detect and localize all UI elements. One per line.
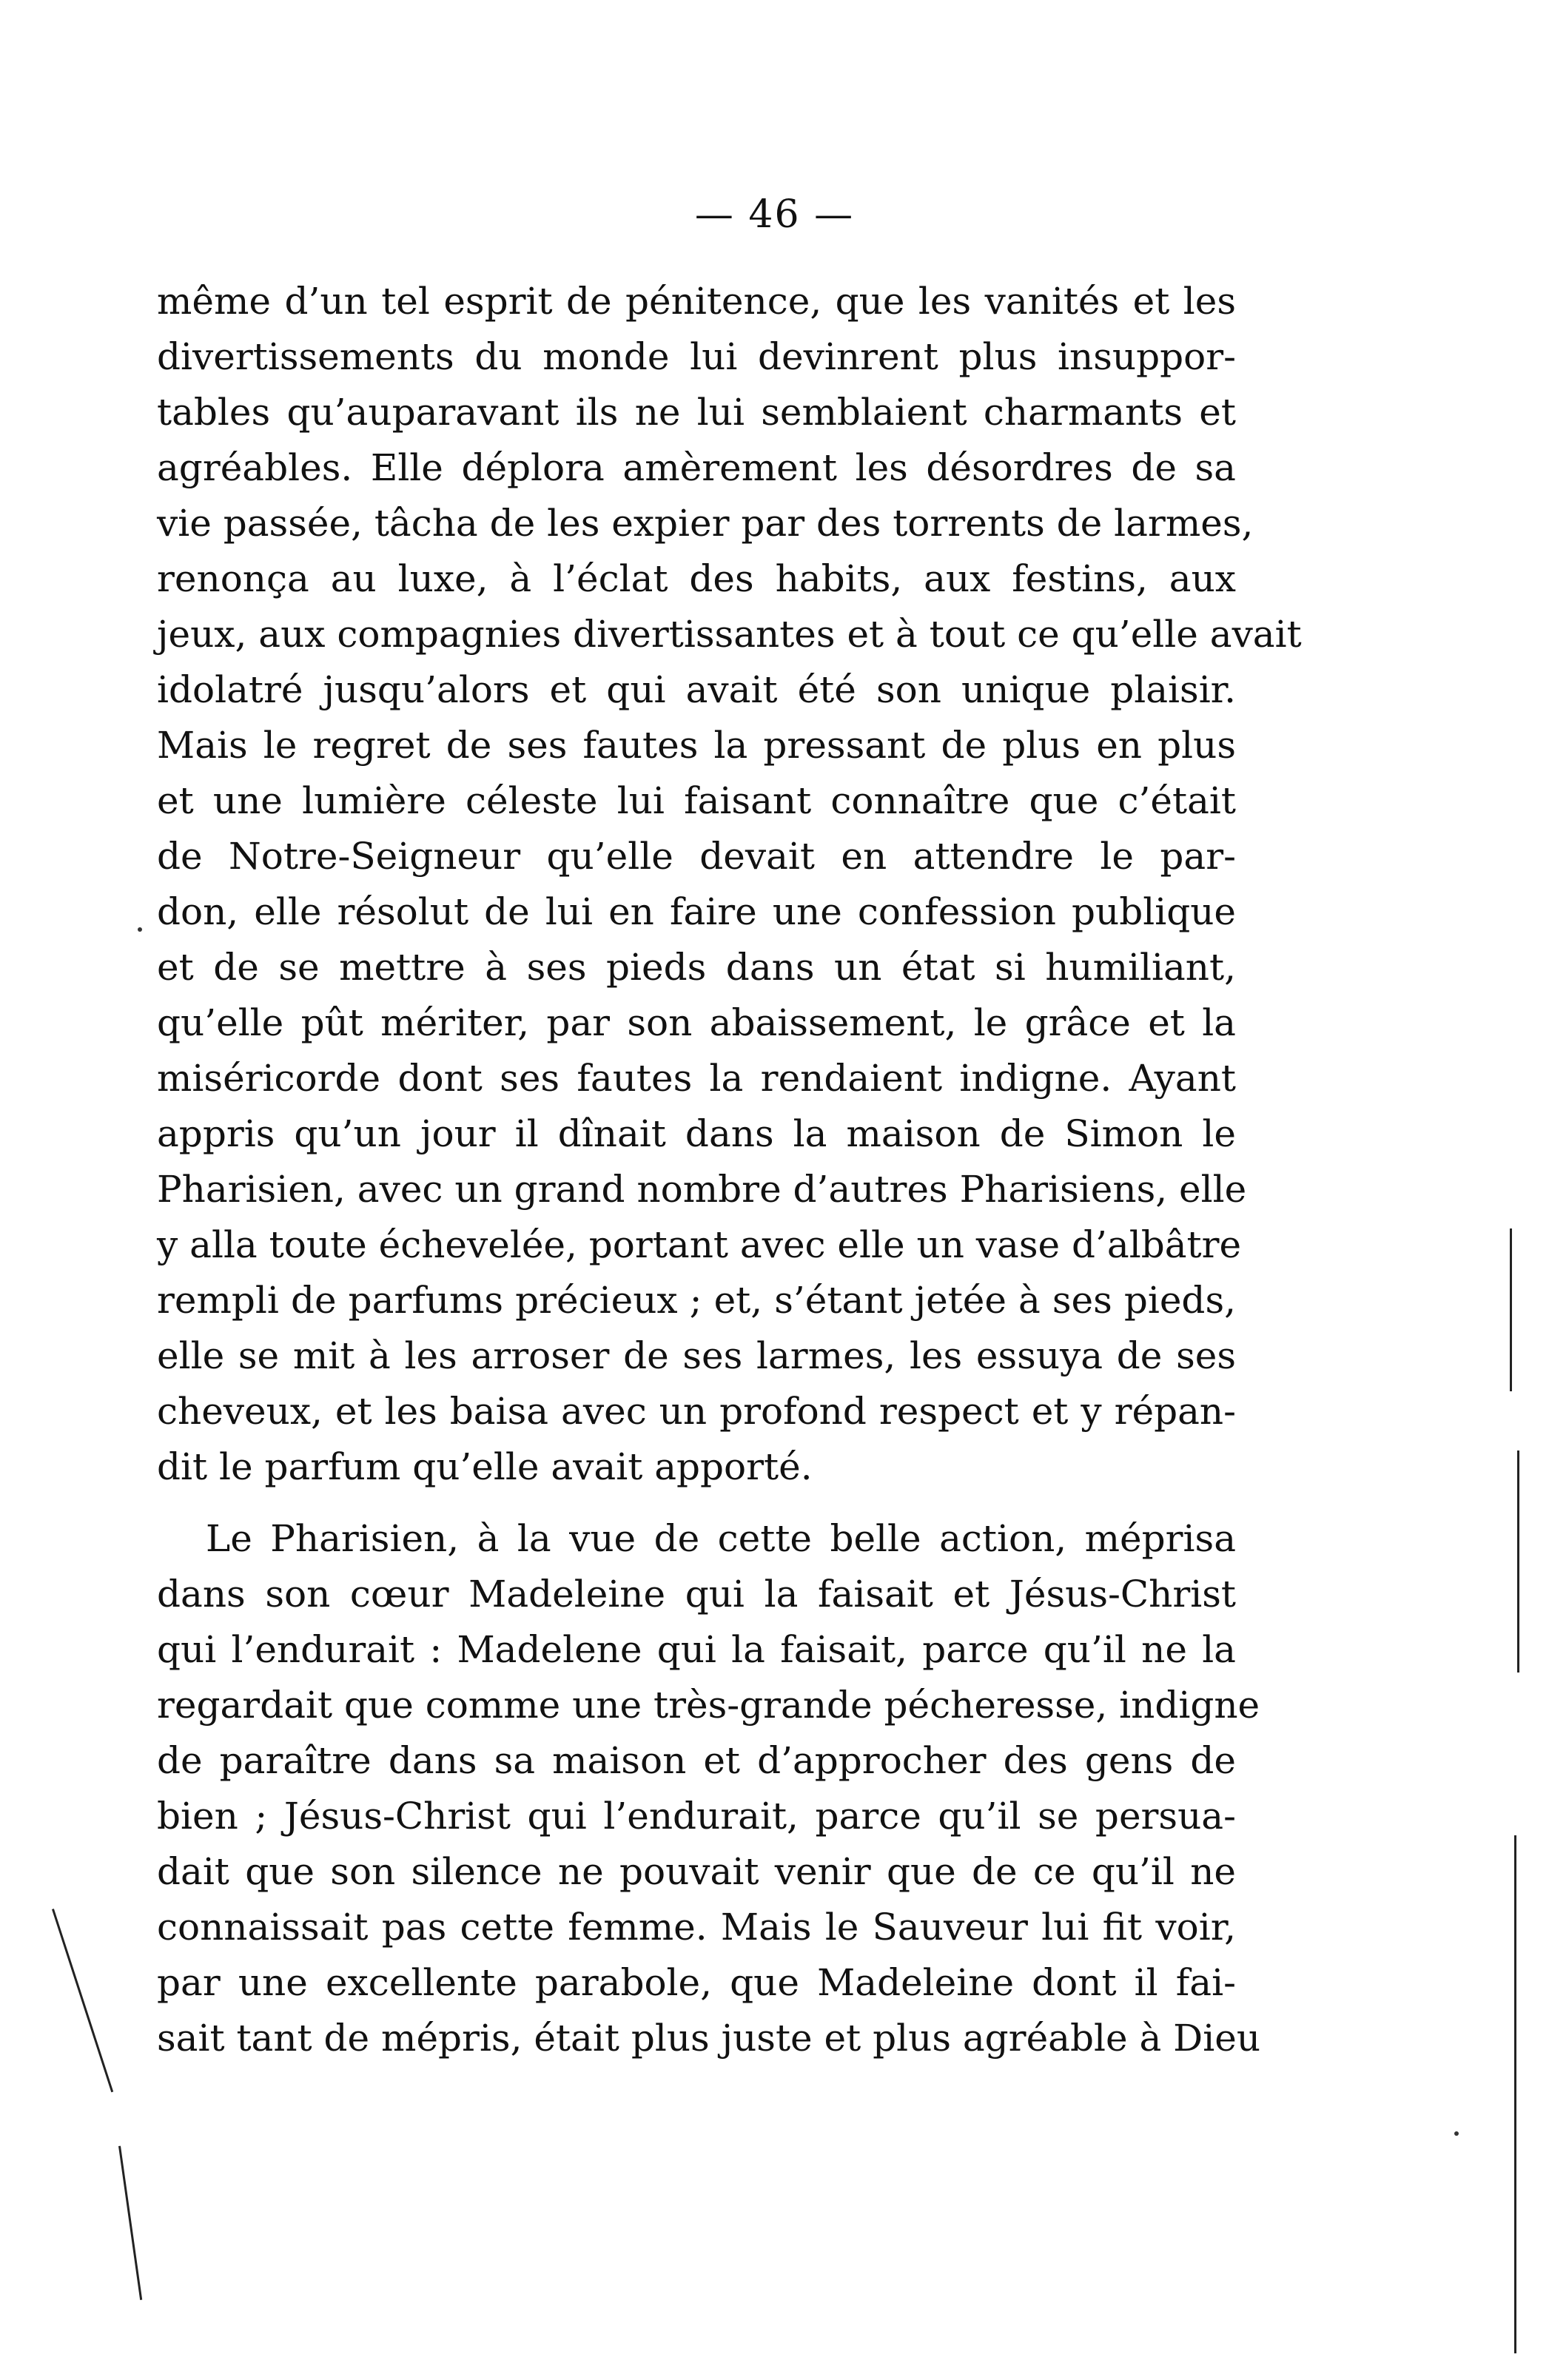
text-line: de paraître dans sa maison et d’approcher des gens de <box>157 1739 1236 1782</box>
paragraph-1 <box>157 274 1302 1495</box>
text-line: bien ; Jésus-Christ qui l’endurait, parce qu’il se persua- <box>157 1795 1236 1838</box>
text-line: miséricorde dont ses fautes la rendaient indigne. Ayant <box>157 1057 1236 1100</box>
text-line: sait tant de mépris, était plus juste et plus agréable à Dieu <box>157 2017 1261 2060</box>
text-body <box>157 274 1302 2066</box>
text-line: dait que son silence ne pouvait venir que de ce qu’il ne <box>157 1850 1236 1893</box>
text-line: elle se mit à les arroser de ses larmes, les essuya de ses <box>157 1334 1236 1377</box>
scan-mark <box>1514 1835 1516 2353</box>
text-line: dit le parfum qu’elle avait apporté. <box>157 1445 813 1488</box>
scan-dot <box>1454 2131 1459 2136</box>
text-line: cheveux, et les baisa avec un profond respect et y répan- <box>157 1390 1236 1433</box>
text-line: tables qu’auparavant ils ne lui semblaient charmants et <box>157 391 1236 434</box>
text-line: vie passée, tâcha de les expier par des torrents de larmes, <box>157 502 1254 545</box>
page-number: — 46 — <box>694 192 855 237</box>
text-line: jeux, aux compagnies divertissantes et à tout ce qu’elle avait <box>157 613 1302 656</box>
text-line: regardait que comme une très-grande pécheresse, indigne <box>157 1684 1260 1727</box>
scan-mark <box>1517 1450 1519 1673</box>
text-line: renonça au luxe, à l’éclat des habits, aux festins, aux <box>157 557 1236 600</box>
text-line: don, elle résolut de lui en faire une confession publique <box>157 890 1236 933</box>
text-line: rempli de parfums précieux ; et, s’étant jetée à ses pieds, <box>157 1279 1236 1322</box>
text-line: connaissait pas cette femme. Mais le Sauveur lui fit voir, <box>157 1906 1236 1949</box>
text-line: et de se mettre à ses pieds dans un état si humiliant, <box>157 946 1236 989</box>
text-line: même d’un tel esprit de pénitence, que les vanités et les <box>157 280 1236 323</box>
scan-mark <box>1510 1228 1512 1391</box>
text-line: qu’elle pût mériter, par son abaissement, le grâce et la <box>157 1001 1236 1044</box>
paragraph-gap <box>157 1495 1236 1511</box>
text-line: Mais le regret de ses fautes la pressant de plus en plus <box>157 724 1236 767</box>
text-line: de Notre-Seigneur qu’elle devait en attendre le par- <box>157 835 1236 878</box>
text-line: et une lumière céleste lui faisant connaître que c’était <box>157 779 1236 822</box>
text-line: qui l’endurait : Madelene qui la faisait, parce qu’il ne la <box>157 1628 1236 1671</box>
text-line: idolatré jusqu’alors et qui avait été son unique plaisir. <box>157 668 1236 711</box>
text-line: Le Pharisien, à la vue de cette belle action, méprisa <box>206 1517 1236 1560</box>
text-line: par une excellente parabole, que Madeleine dont il fai- <box>157 1961 1236 2004</box>
scan-mark <box>52 1909 113 2092</box>
text-line: Pharisien, avec un grand nombre d’autres Pharisiens, elle <box>157 1168 1247 1211</box>
scan-dot <box>138 927 142 932</box>
text-line: agréables. Elle déplora amèrement les désordres de sa <box>157 446 1236 489</box>
text-line: appris qu’un jour il dînait dans la maison de Simon le <box>157 1112 1236 1155</box>
text-line: divertissements du monde lui devinrent plus insuppor- <box>157 335 1236 378</box>
scan-mark <box>118 2146 142 2300</box>
text-line: dans son cœur Madeleine qui la faisait et Jésus-Christ <box>157 1573 1236 1616</box>
text-line: y alla toute échevelée, portant avec elle un vase d’albâtre <box>157 1223 1242 1266</box>
paragraph-2 <box>157 1511 1261 2066</box>
